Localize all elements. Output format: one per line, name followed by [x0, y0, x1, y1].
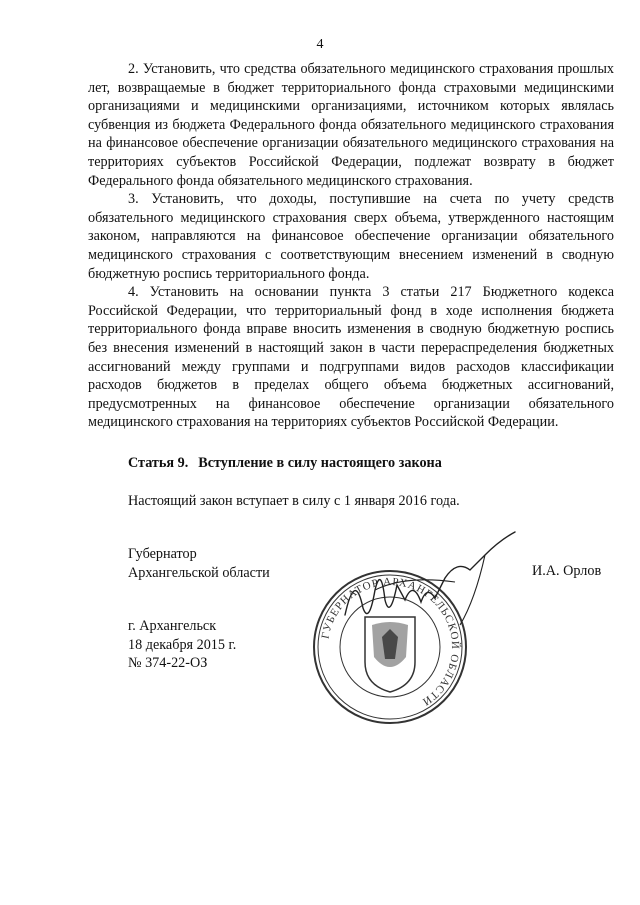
signatory-position — [128, 545, 270, 582]
paragraph-3: 3. Установить, что доходы, поступившие на счета по учету средств обязательного медицинского страхования сверх объема, утвержденного настоящим законом, направляются на финансовое обеспечение организации обязательного медицинского страхования с соответствующим внесением изменений в сводную бюджетную роспись территориального фонда. — [88, 191, 614, 282]
signatory-name: И.А. Орлов — [532, 563, 602, 579]
article-title: Вступление в силу настоящего закона — [198, 454, 442, 471]
document-body — [88, 60, 614, 511]
seal-text: ГУБЕРНАТОР АРХАНГЕЛЬСКОЙ ОБЛАСТИ — [319, 575, 462, 709]
paragraph-4: 4. Установить на основании пункта 3 статьи 217 Бюджетного кодекса Российской Федерации, что территориальный фонд в ходе исполнения бюджета территориального фонда вправе вносить изменения в сводную бюджетную роспись без внесения изменений в настоящий закон в части перераспределения бюджетных ассигнований между группами и подгруппами видов расходов классификации расходов бюджетов в пределах общего объема бюджетных ассигнований, предусмотренных на финансовое обеспечение организации обязательного медицинского страхования на территориях субъектов Российской Федерации. — [88, 284, 614, 431]
position-line-1: Губернатор — [128, 546, 197, 562]
article-heading — [88, 454, 614, 473]
article-number: Статья 9. — [128, 454, 189, 471]
law-number: № 374-22-ОЗ — [128, 655, 208, 672]
handwritten-signature-icon — [335, 530, 525, 630]
paragraph-2: 2. Установить, что средства обязательного медицинского страхования прошлых лет, возвращаемые в бюджет территориального фонда страховыми медицинскими организациями и медицинскими организациями, источником которых являлась субвенция из бюджета Федерального фонда обязательного медицинского страхования на финансовое обеспечение организации обязательного медицинского страхования на территориях субъектов Российской Федерации, подлежат возврату в бюджет Федерального фонда обязательного медицинского страхования. — [88, 61, 614, 189]
place-date-block — [128, 617, 236, 673]
position-line-2: Архангельской области — [128, 564, 270, 581]
effective-date-text: Настоящий закон вступает в силу с 1 января 2016 года. — [128, 493, 460, 510]
city: г. Архангельск — [128, 618, 217, 634]
signing-date: 18 декабря 2015 г. — [128, 636, 237, 653]
page-number: 4 — [316, 37, 324, 52]
